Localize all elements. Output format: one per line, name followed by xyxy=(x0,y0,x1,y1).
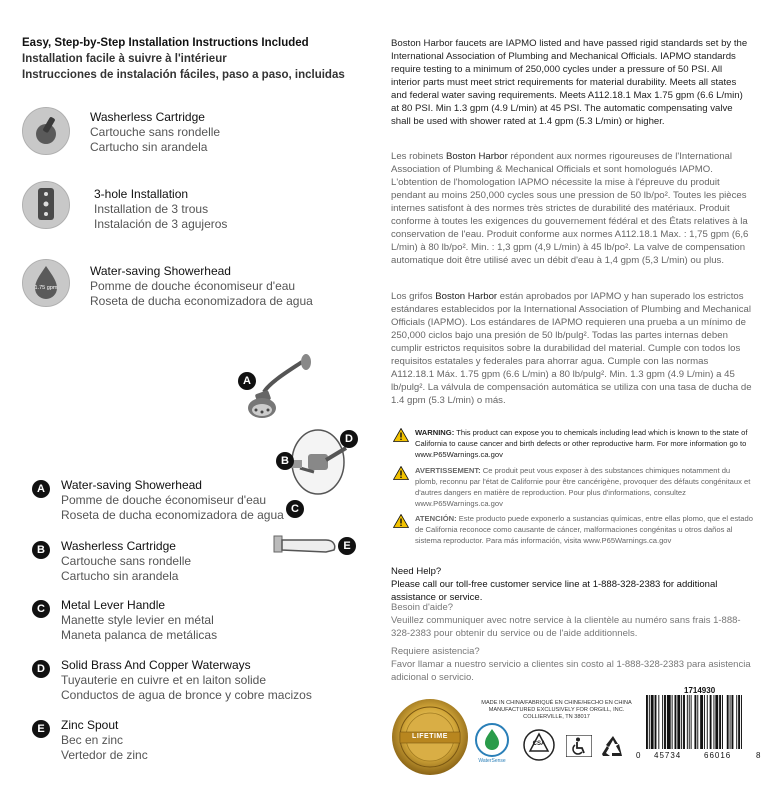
showerhead-drawing xyxy=(248,390,276,418)
help-english xyxy=(391,565,756,604)
standards-spanish-body: están aprobados por IAPMO y han superado los estrictos estándares establecidos por la International Association of Plumbing and Mechanical Officials (IAPMO). Los estándares de IAPMO requieren una prueba a un mínimo de 250,000 ciclos bajo una presión de 50 lb/pulg². Todas las partes internas deben cumplir estrictos requisitos sobre la durabilidad del material. Cumple con todos los requisitos estatales y federales para ahorrar agua. Cumple con las normas A112.18.1 Máx. 1.75 gpm (6.6 L/min) a 80 lb/pulg². Min. 1.3 gpm (4.9 L/min) a 45 lb/pulg². La válvula de compensación automática se utiliza con una tasa de ducha de 1.4 gpm (5.3 L/min) o más. xyxy=(391,291,752,406)
spout-drawing xyxy=(274,536,335,552)
barcode-bar xyxy=(697,695,698,749)
help-english-text: Please call our toll-free customer service line at 1-888-328-2383 for additional assistance or service. xyxy=(391,579,718,603)
barcode-lead-digit: 0 xyxy=(636,751,641,760)
help-french xyxy=(391,601,756,640)
barcode-right-digits: 66016 xyxy=(704,751,732,760)
standards-english: Boston Harbor faucets are IAPMO listed and have passed rigid standards set by the International Association of Plumbing and Mechanical Officials. IAPMO standards require testing to a minimum of 250,000 cycles under a pressure of 50 PSI. All interior parts must meet strict requirements for material durability. Meets all states and federal water saving requirements. Meets A112.18.1 Max 1.75 gpm (6.6 L/min) at 80 PSI. Min 1.3 gpm (4.9 L/min) at 45 PSI. The automatic compensating valve shall be used with shower rated at 1.4 gpm (5.3 L/min) or higher. xyxy=(391,38,748,127)
barcode-bar xyxy=(715,695,718,749)
standards-french xyxy=(391,150,753,267)
barcode-bar xyxy=(649,695,650,749)
part-c-en: Metal Lever Handle xyxy=(61,598,166,612)
barcode-bar xyxy=(651,695,654,749)
part-letter-c: C xyxy=(32,600,50,618)
feature-three-hole xyxy=(94,187,227,232)
barcode-bar xyxy=(677,695,680,749)
accessible-icon xyxy=(566,735,592,757)
barcode-bar xyxy=(655,695,657,749)
warning-triangle-icon xyxy=(393,514,409,528)
warning-french-text: Ce produit peut vous exposer à des substances chimiques notamment du plomb, reconnu par l'état de Californie pour être cancérigène, provoquer des défauts congénitaux et d'autres dangers en matière de reproduction. Pour plus d'informations, consultez www.P65Warnings.ca.gov xyxy=(415,466,751,508)
three-hole-icon xyxy=(22,181,70,229)
help-french-title: Besoin d'aide? xyxy=(391,602,454,613)
valve-drawing xyxy=(290,430,346,494)
shower-flange xyxy=(301,354,311,370)
barcode-bar xyxy=(730,695,731,749)
diagram-label-c: C xyxy=(286,500,304,518)
barcode-bar xyxy=(687,695,688,749)
warning-french xyxy=(415,465,755,509)
barcode-bar xyxy=(727,695,729,749)
barcode-bar xyxy=(719,695,721,749)
header-spanish: Instrucciones de instalación fáciles, paso a paso, incluidas xyxy=(22,69,345,81)
made-in-line-3: COLLIERVILLE, TN 38017 xyxy=(523,714,590,720)
part-c xyxy=(61,598,217,643)
feature-three-hole-es: Instalación de 3 agujeros xyxy=(94,217,228,231)
part-d-en: Solid Brass And Copper Waterways xyxy=(61,658,251,672)
barcode-left-digits: 45734 xyxy=(654,751,682,760)
watersense-logo xyxy=(474,722,510,766)
cartridge-icon xyxy=(22,107,70,155)
part-b xyxy=(61,539,191,584)
made-in-line-2: MANUFACTURED EXCLUSIVELY FOR ORGILL, INC. xyxy=(488,707,625,713)
csa-certification-icon xyxy=(522,727,556,763)
warning-english-label: WARNING: xyxy=(415,428,455,437)
part-letter-d: D xyxy=(32,660,50,678)
part-e xyxy=(61,718,148,763)
diagram-label-b: B xyxy=(276,452,294,470)
help-french-text: Veuillez communiquer avec notre service à la clientèle au numéro sans frais 1-888-328-2383 pour obtenir du service ou de l'aide additionnels. xyxy=(391,615,741,639)
barcode-bar xyxy=(672,695,673,749)
part-letter-a: A xyxy=(32,480,50,498)
barcode-bar xyxy=(658,695,659,749)
barcode-bar xyxy=(681,695,682,749)
part-a xyxy=(61,478,284,523)
sku-number: 1714930 xyxy=(684,686,716,695)
part-e-fr: Bec en zinc xyxy=(61,733,124,747)
barcode-bar xyxy=(683,695,685,749)
barcode-bar xyxy=(675,695,677,749)
feature-showerhead xyxy=(90,264,313,309)
part-d-es: Conductos de agua de bronce y cobre macizos xyxy=(61,688,312,702)
feature-showerhead-fr: Pomme de douche économiseur d'eau xyxy=(90,279,296,293)
warning-english xyxy=(415,427,755,460)
barcode-bar xyxy=(664,695,666,749)
feature-cartridge-en: Washerless Cartridge xyxy=(90,110,205,124)
barcode-bar xyxy=(722,695,723,749)
help-english-title: Need Help? xyxy=(391,566,442,577)
diagram-label-d: D xyxy=(340,430,358,448)
part-letter-b: B xyxy=(32,541,50,559)
made-in-line-1: MADE IN CHINA/FABRIQUÉ EN CHINE/HECHO EN CHINA xyxy=(481,700,632,706)
warning-spanish xyxy=(415,513,755,546)
part-c-es: Maneta palanca de metálicas xyxy=(61,628,218,642)
made-in-text xyxy=(474,700,639,721)
help-spanish-text: Favor llamar a nuestro servicio a clientes sin costo al 1-888-328-2383 para asistencia adicional o servicio. xyxy=(391,659,751,683)
feature-cartridge xyxy=(90,110,220,155)
barcode-bar xyxy=(646,695,648,749)
warning-french-label: AVERTISSEMENT: xyxy=(415,466,481,475)
barcode-check-digit: 8 xyxy=(756,751,761,760)
feature-cartridge-fr: Cartouche sans rondelle xyxy=(90,125,221,139)
part-b-es: Cartucho sin arandela xyxy=(61,569,179,583)
warning-spanish-label: ATENCIÓN: xyxy=(415,514,457,523)
watersense-text: WaterSense xyxy=(478,758,506,764)
drop-gpm-text: 1.75 gpm xyxy=(34,285,58,291)
standards-french-body: répondent aux normes rigoureuses de l'International Association of Plumbing & Mechanical Officials et sont homologués IAPMO. L'obtention de l'homologation IAPMO nécessite la mise à l'épreuve du produit pendant au moins 250,000 cycles sous une pression de 50 lb/po². Toutes les pièces internes satisfont à des normes très strictes de durabilité des matériaux. Produit conforme à toutes les exigences du gouvernement fédéral et des États relatives à la conservation de l'eau. Produit conforme aux normes A112.18.1 Max. : 1,75 gpm (6,6 L/min) à 80 lb/po². Min. : 1,3 gpm (4,9 L/min) à 45 lb/po². La valve de compensation automatique doit être utilisé avec un débit d'eau à 1,4 gpm (5,3 L/min) ou plus. xyxy=(391,151,749,266)
standards-spanish xyxy=(391,290,753,407)
part-a-en: Water-saving Showerhead xyxy=(61,478,202,492)
help-spanish xyxy=(391,645,756,684)
barcode-bar xyxy=(732,695,734,749)
barcode-bar xyxy=(694,695,696,749)
part-e-es: Vertedor de zinc xyxy=(61,748,148,762)
feature-showerhead-es: Roseta de ducha economizadora de agua xyxy=(90,294,313,308)
diagram-label-a: A xyxy=(238,372,256,390)
lifetime-seal-text: LIFETIME xyxy=(412,733,448,740)
water-drop-icon xyxy=(22,259,70,307)
barcode-bar xyxy=(662,695,663,749)
part-b-fr: Cartouche sans rondelle xyxy=(61,554,192,568)
feature-three-hole-en: 3-hole Installation xyxy=(94,187,189,201)
feature-three-hole-fr: Installation de 3 trous xyxy=(94,202,209,216)
standards-spanish-pre: Los grifos xyxy=(391,291,436,302)
barcode-bar xyxy=(689,695,690,749)
feature-showerhead-en: Water-saving Showerhead xyxy=(90,264,231,278)
barcode-bar xyxy=(691,695,692,749)
csa-text: CSA xyxy=(532,741,546,747)
barcode-bar xyxy=(741,695,742,749)
shower-arm xyxy=(264,362,302,392)
upc-barcode xyxy=(636,695,761,767)
help-spanish-title: Requiere asistencia? xyxy=(391,646,480,657)
barcode-bar xyxy=(704,695,705,749)
standards-french-pre: Les robinets xyxy=(391,151,446,162)
diagram-label-e: E xyxy=(338,537,356,555)
header-english: Easy, Step-by-Step Installation Instructions Included xyxy=(22,37,309,49)
barcode-bar xyxy=(736,695,737,749)
warning-english-text: This product can expose you to chemicals including lead which is known to the state of California to cause cancer and birth defects or other reproductive harm. For more information go to www.P65Warnings.ca.gov xyxy=(415,428,748,459)
barcode-bar xyxy=(700,695,703,749)
part-d xyxy=(61,658,312,703)
warning-spanish-text: Este producto puede exponerlo a sustancias químicas, entre ellas plomo, que el estado de California reconoce como causante de cáncer, malformaciones congénitas u otros daños al sistema reproductor. Para más información, visita www.P65Warnings.ca.gov xyxy=(415,514,753,545)
warning-triangle-icon xyxy=(393,466,409,480)
barcode-bar xyxy=(738,695,740,749)
barcode-bar xyxy=(713,695,714,749)
part-b-en: Washerless Cartridge xyxy=(61,539,176,553)
part-d-fr: Tuyauterie en cuivre et en laiton solide xyxy=(61,673,267,687)
part-e-en: Zinc Spout xyxy=(61,718,119,732)
barcode-bars xyxy=(640,695,758,755)
part-a-fr: Pomme de douche économiseur d'eau xyxy=(61,493,267,507)
lifetime-seal xyxy=(390,697,470,777)
recycle-icon xyxy=(600,734,626,758)
barcode-bar xyxy=(707,695,708,749)
header-french: Installation facile à suivre à l'intérieur xyxy=(22,53,227,65)
warning-triangle-icon xyxy=(393,428,409,442)
part-letter-e: E xyxy=(32,720,50,738)
barcode-bar xyxy=(710,695,712,749)
part-c-fr: Manette style levier en métal xyxy=(61,613,214,627)
brand-name-fr: Boston Harbor xyxy=(445,151,508,162)
feature-cartridge-es: Cartucho sin arandela xyxy=(90,140,208,154)
part-a-es: Roseta de ducha economizadora de agua xyxy=(61,508,284,522)
brand-name-es: Boston Harbor xyxy=(435,291,498,302)
barcode-bar xyxy=(667,695,671,749)
